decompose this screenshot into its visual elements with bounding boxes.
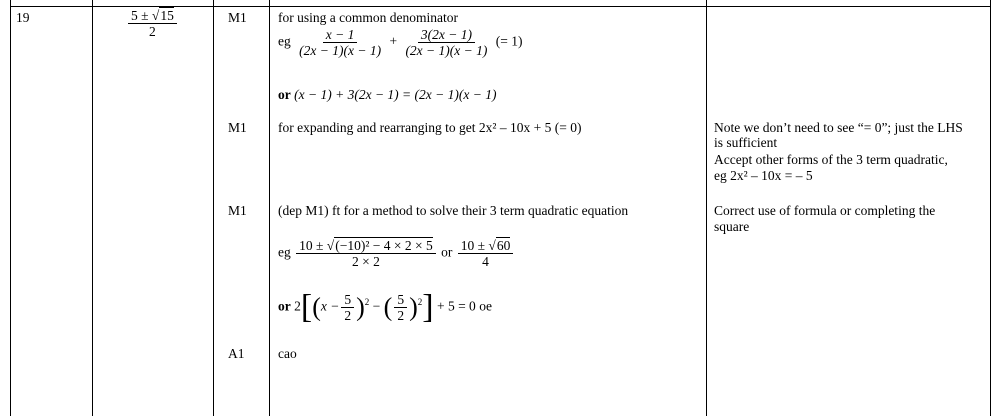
guidance-note: Note we don’t need to see “= 0”; just the LHS	[714, 120, 963, 135]
mark-description: cao	[278, 346, 297, 361]
mark-code: M1	[228, 10, 247, 25]
guidance-note: Correct use of formula or completing the	[714, 203, 936, 218]
mark-code: M1	[228, 203, 247, 218]
answer-cell	[126, 8, 179, 39]
mark-code: M1	[228, 120, 247, 135]
example-expression: eg $\frac{x - 1}{(2x - 1)(x - 1)}$ + $\frac{3(2x - 1)}{(2x - 1)(x - 1)}$ (= 1)	[278, 27, 523, 58]
quadratic-formula-fraction: $\frac{\text{10 ± √(−10)² − 4 × 2 × 5}}{2 \times 2}$	[296, 238, 436, 269]
column-divider	[269, 0, 270, 416]
question-number: 19	[16, 10, 30, 25]
mark-description: for expanding and rearranging to get 2x² – 10x + 5 (= 0)	[278, 120, 582, 135]
column-divider	[213, 0, 214, 416]
guidance-note: eg 2x² – 10x = – 5	[714, 168, 813, 183]
fraction: $\frac{x - 1}{(2x - 1)(x - 1)}$	[299, 27, 382, 58]
mark-description: (dep M1) ft for a method to solve their 3 term quadratic equation	[278, 203, 629, 218]
guidance-note: is sufficient	[714, 135, 778, 150]
column-divider	[706, 0, 707, 416]
completing-square-example: or 2[(x − $\frac{5}{2}$ )$^2$ − ( $\frac{5}{2}$ )$^2$] + 5 = 0 oe	[278, 288, 492, 326]
guidance-note: square	[714, 219, 750, 234]
table-top-border	[10, 6, 991, 7]
formula-example: eg $\frac{\text{10 ± √(−10)² − 4 × 2 × 5}}{2 \times 2}$ or $\frac{10 \pm √60}{4}$	[278, 238, 515, 269]
column-divider	[92, 0, 93, 416]
guidance-note: Accept other forms of the 3 term quadratic,	[714, 152, 948, 167]
column-divider	[990, 0, 991, 416]
simplified-fraction: $\frac{10 \pm √60}{4}$	[458, 238, 514, 269]
fraction: $\frac{3(2x - 1)}{(2x - 1)(x - 1)}$	[405, 27, 488, 58]
answer-fraction: $\frac{5 \pm √15}{2}$	[128, 8, 177, 39]
mark-description: for using a common denominator	[278, 10, 458, 25]
column-divider	[10, 0, 11, 416]
alternative-expression: or (x − 1) + 3(2x − 1) = (2x − 1)(x − 1)	[278, 87, 497, 102]
mark-code: A1	[228, 346, 245, 361]
